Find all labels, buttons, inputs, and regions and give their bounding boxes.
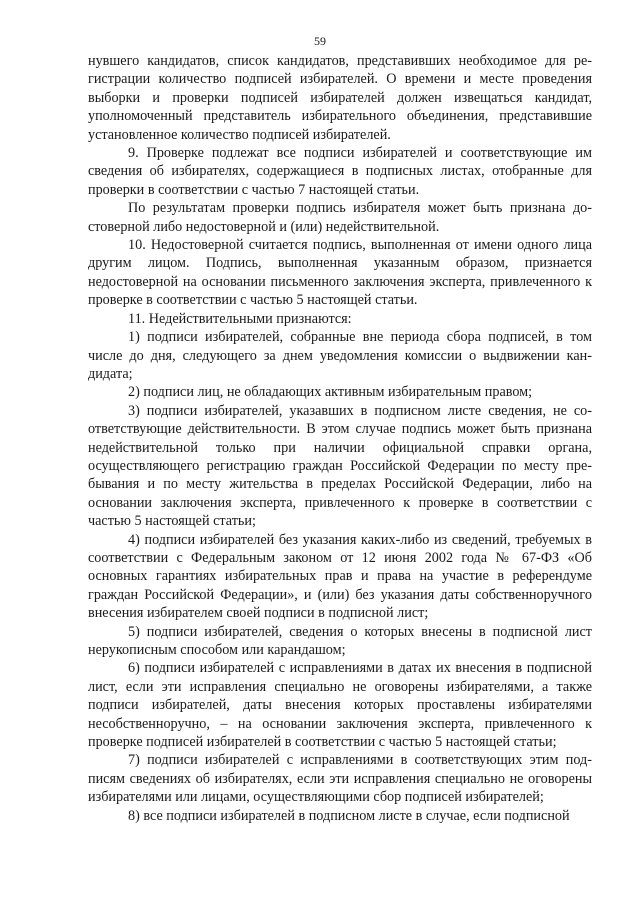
list-item-7: 7) подписи избирателей с исправлениями в соответствующих этим подписям сведениях об избирателях, если эти исправления специально не оговорены избирателями или лицами, осуществляющими сбор подписей избирателей; xyxy=(88,752,592,806)
paragraph-11: 11. Недействительными признаются: xyxy=(128,310,352,327)
paragraph-verification-result: По результатам проверки подпись избирателя может быть признана достоверной либо недостоверной и (или) недействительной. xyxy=(88,200,592,235)
list-item-3: 3) подписи избирателей, указавших в подписном листе сведения, не соответствующие действительности. В этом случае подпись может быть признана недействительной только при наличии официальной справки органа, осуществляющего регистрацию граждан Российской Федерации по месту пребывания и по месту жительства в пределах Российской Федерации, либо на основании заключения эксперта, привлеченного к проверке в соответствии с частью 5 настоящей статьи; xyxy=(88,402,592,530)
list-item-5: 5) подписи избирателей, сведения о которых внесены в подписной лист нерукописным способом или карандашом; xyxy=(88,623,592,658)
paragraph-continuation: нувшего кандидатов, список кандидатов, представивших необходимое для регистрации количество подписей избирателей. О времени и месте проведения выборки и проверки подписей избирателей должен извещаться кандидат, уполномоченный представитель избирательного объединения, представившие установленное количество подписей избирателей. xyxy=(88,53,592,143)
list-item-2: 2) подписи лиц, не обладающих активным избирательным правом; xyxy=(128,384,533,401)
list-item-6: 6) подписи избирателей с исправлениями в датах их внесения в подписной лист, если эти исправления специально не оговорены избирателями, а также подписи избирателей, даты внесения которых проставлены избирателями несобственноручно, – на основании заключения эксперта, привлеченного к проверке подписей избирателей в соответствии с частью 5 настоящей статьи; xyxy=(88,660,592,751)
paragraph-10: 10. Недостоверной считается подпись, выполненная от имени одного лица другим лицом. Подпись, выполненная указанным образом, признается недостоверной на основании письменного заключения эксперта, привлеченного к проверке в соответствии с частью 5 настоящей статьи. xyxy=(88,237,592,309)
document-body xyxy=(88,52,592,825)
list-item-1: 1) подписи избирателей, собранные вне периода сбора подписей, в том числе до дня, следующего за днем уведомления комиссии о выдвижении кандидата; xyxy=(88,329,592,382)
page-number: 59 xyxy=(314,34,326,48)
list-item-4: 4) подписи избирателей без указания каких-либо из сведений, требуемых в соответствии с Федеральным законом от 12 июня 2002 года № 67-ФЗ «Об основных гарантиях избирательных прав и права на участие в референдуме граждан Российской Федерации», и (или) без указания даты собственноручного внесения избирателем своей подписи в подписной лист; xyxy=(88,531,592,622)
paragraph-9: 9. Проверке подлежат все подписи избирателей и соответствующие им сведения об избирателях, содержащиеся в подписных листах, отобранные для проверки в соответствии с частью 7 настоящей статьи. xyxy=(88,145,592,198)
list-item-8: 8) все подписи избирателей в подписном листе в случае, если подписной xyxy=(128,807,570,824)
